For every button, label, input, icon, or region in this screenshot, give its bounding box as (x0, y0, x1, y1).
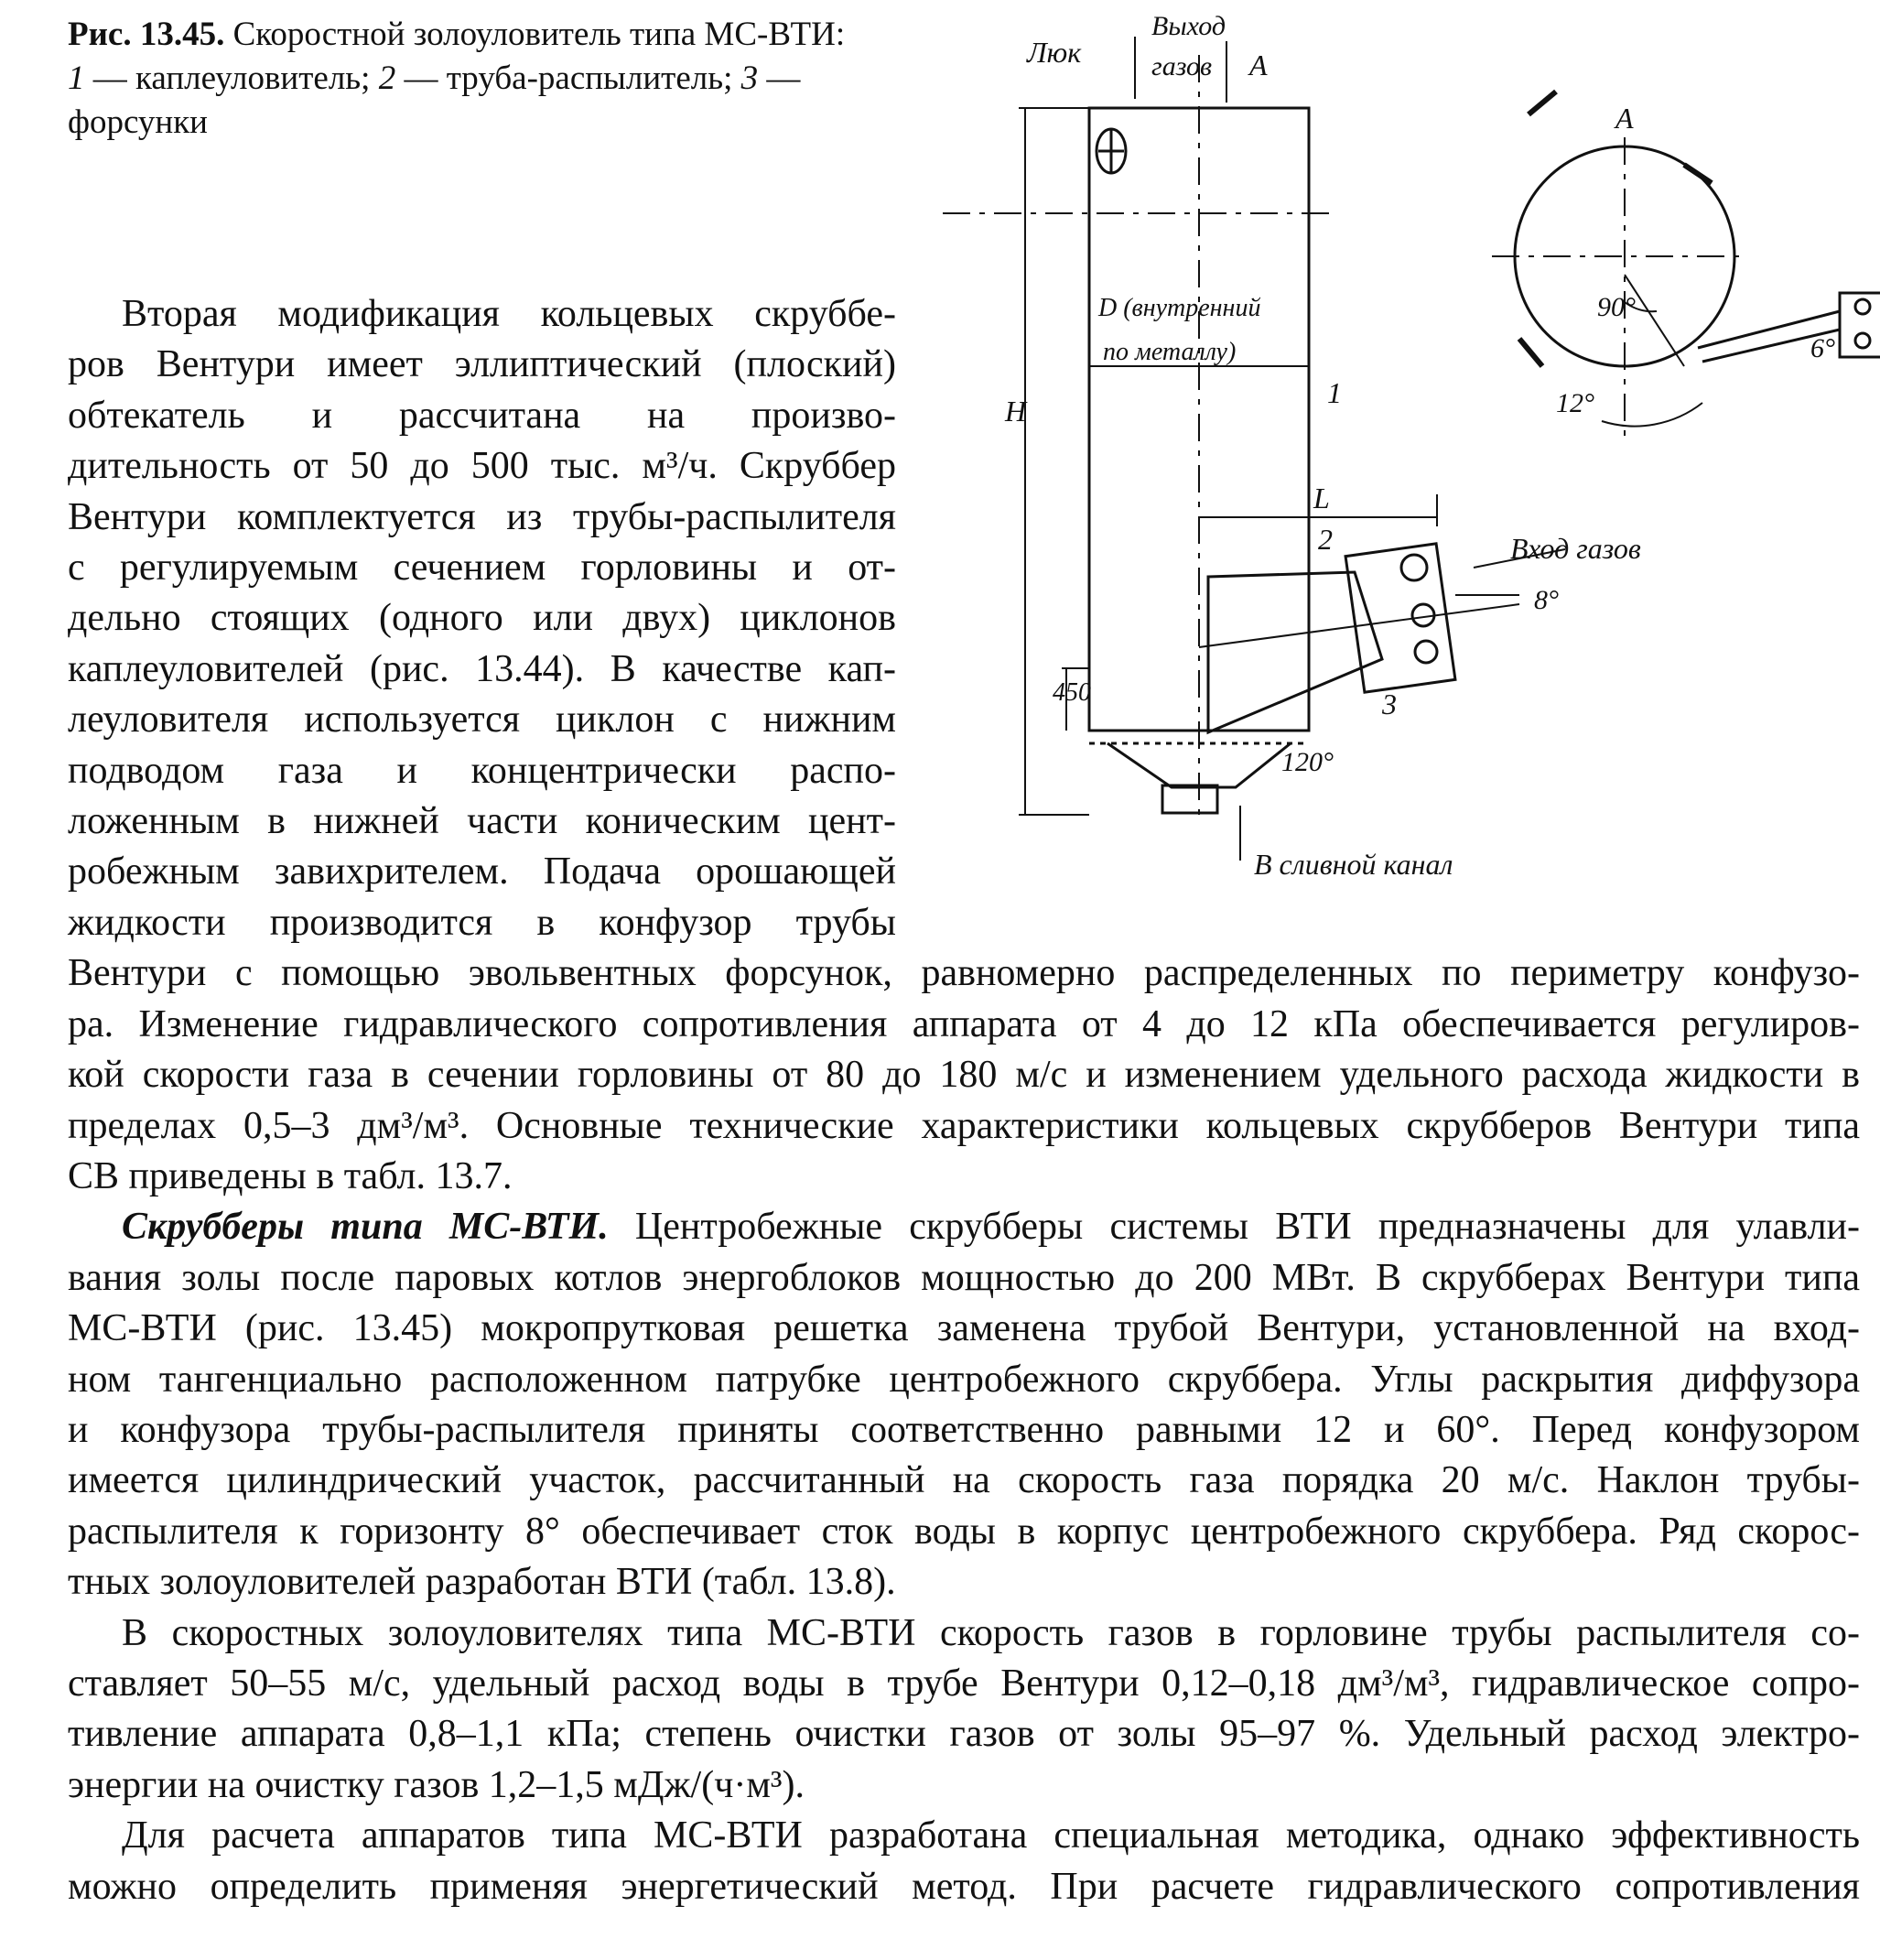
gas-outlet-label: Выход (1151, 11, 1226, 41)
part-3-label: 3 (1382, 688, 1397, 720)
gas-outlet-label: газов (1151, 51, 1213, 81)
paragraph-3: В скоростных золоуловителях типа МС-ВТИ скорость газов в горловине трубы распылителя со- (122, 1611, 1860, 1654)
figure-label: Рис. 13.45. (68, 16, 225, 53)
legend-num: 3 (740, 60, 759, 97)
hatch-label: Люк (1027, 36, 1082, 69)
length-label: L (1313, 482, 1330, 514)
paragraph-1: Вторая модификация кольцевых скруббе- ров Вентури имеет эллиптический (плоский) обтекатель и рассчитана на произво- дительность от 50 до 500 тыс. м³/ч. Скруббер Вентури комплектуется из трубы-распылителя с регулируемым сечением горловины и от- дельно стоящих (одного или двух) циклонов каплеуловителей (рис. 13.44). В качестве кап- леуловителя используется циклон с нижним подводом газа и концентрически распо- ложенным в нижней части коническим цент- робежным завихрителем. Подача орошающей жидкости производится в конфузор трубы Вентури с помощью эвольвентных форсунок, равномерно распределенных по периметру конфузо- ра. Изменение гидравлического сопротивления аппарата от 4 до 12 кПа обеспечивается регулиров- кой скорости газа в сечении горловины от 80 до 180 м/с и изменением удельного расхода жидкости в пределах 0,5–3 дм³/м³. Основные технические характеристики кольцевых скрубберов Вентури типа СВ приведены в табл. 13.7. Скрубберы типа МС-ВТИ. Центробежные скрубберы системы ВТИ предназначены для улавли- вания золы после паровых котлов энергоблоков мощностью до 200 МВт. В скрубберах Вентури типа МС-ВТИ (рис. 13.45) мокропрутковая решетка заменена трубой Вентури, установленной на вход- ном тангенциально расположенном патрубке центробежного скруббера. Углы раскрытия диффузора и конфузора трубы-распылителя приняты соответственно равными 12 и 60°. Перед конфузором имеется цилиндрический участок, рассчитанный на скорость газа порядка 20 м/с. Наклон трубы- распылителя к горизонту 8° обеспечивает сток воды в корпус центробежного скруббера. Ряд скорос- тных золоуловителей разработан ВТИ (табл. 13.8). В скоростных золоуловителях типа МС-ВТИ скорость газов в горловине трубы распылителя со- ставляет 50–55 м/с, удельный расход воды в трубе Вентури 0,12–0,18 дм³/м³, гидравлическое сопро- тивление аппарата 0,8–1,1 кПа; степень очистки газов от золы 95–97 %. Удельный расход электро- энергии на очистку газов 1,2–1,5 мДж/(ч·м³). Для расчета аппаратов типа МС-ВТИ разработана специальная методика, однако эффективность можно определить применяя энергетический метод. При расчете гидравлического сопротивления (68, 293, 1860, 1908)
legend-text: форсунки (68, 103, 208, 141)
legend-num: 2 (378, 60, 396, 97)
figure-caption: Рис. 13.45. Скоростной золоуловитель типа МС-ВТИ: 1 — каплеуловитель; 2 — труба-распылитель; 3 — форсунки (68, 16, 846, 141)
part-1-label: 1 (1327, 376, 1342, 409)
paragraph-4: Для расчета аппаратов типа МС-ВТИ разработана специальная методика, однако эффективность (122, 1814, 1860, 1857)
paragraph-2-first-line: Скрубберы типа МС-ВТИ. Центробежные скрубберы системы ВТИ предназначены для улавли- (122, 1206, 1860, 1249)
angle-label: 12° (1556, 388, 1594, 418)
legend-text: каплеуловитель; (135, 60, 371, 97)
angle-label: 120° (1281, 747, 1334, 777)
part-2-label: 2 (1318, 523, 1333, 556)
section-title: А (1615, 102, 1634, 135)
legend-num: 1 (68, 60, 85, 97)
gas-inlet-label: Вход газов (1510, 532, 1641, 565)
section-heading: Скрубберы типа МС-ВТИ. (122, 1206, 609, 1249)
figure-title: Скоростной золоуловитель типа МС-ВТИ: (232, 16, 846, 53)
drain-label: В сливной канал (1254, 848, 1453, 881)
diameter-label: D (внутренний (1098, 294, 1261, 322)
dimension-label: 450 (1053, 678, 1091, 707)
section-mark: А (1249, 49, 1268, 81)
diameter-label: по металлу) (1103, 338, 1237, 366)
legend-text: труба-распылитель; (446, 60, 733, 97)
angle-label: 90° (1597, 292, 1636, 322)
height-label: Н (1005, 395, 1027, 428)
angle-label: 8° (1534, 585, 1559, 615)
angle-label: 6° (1810, 333, 1835, 363)
